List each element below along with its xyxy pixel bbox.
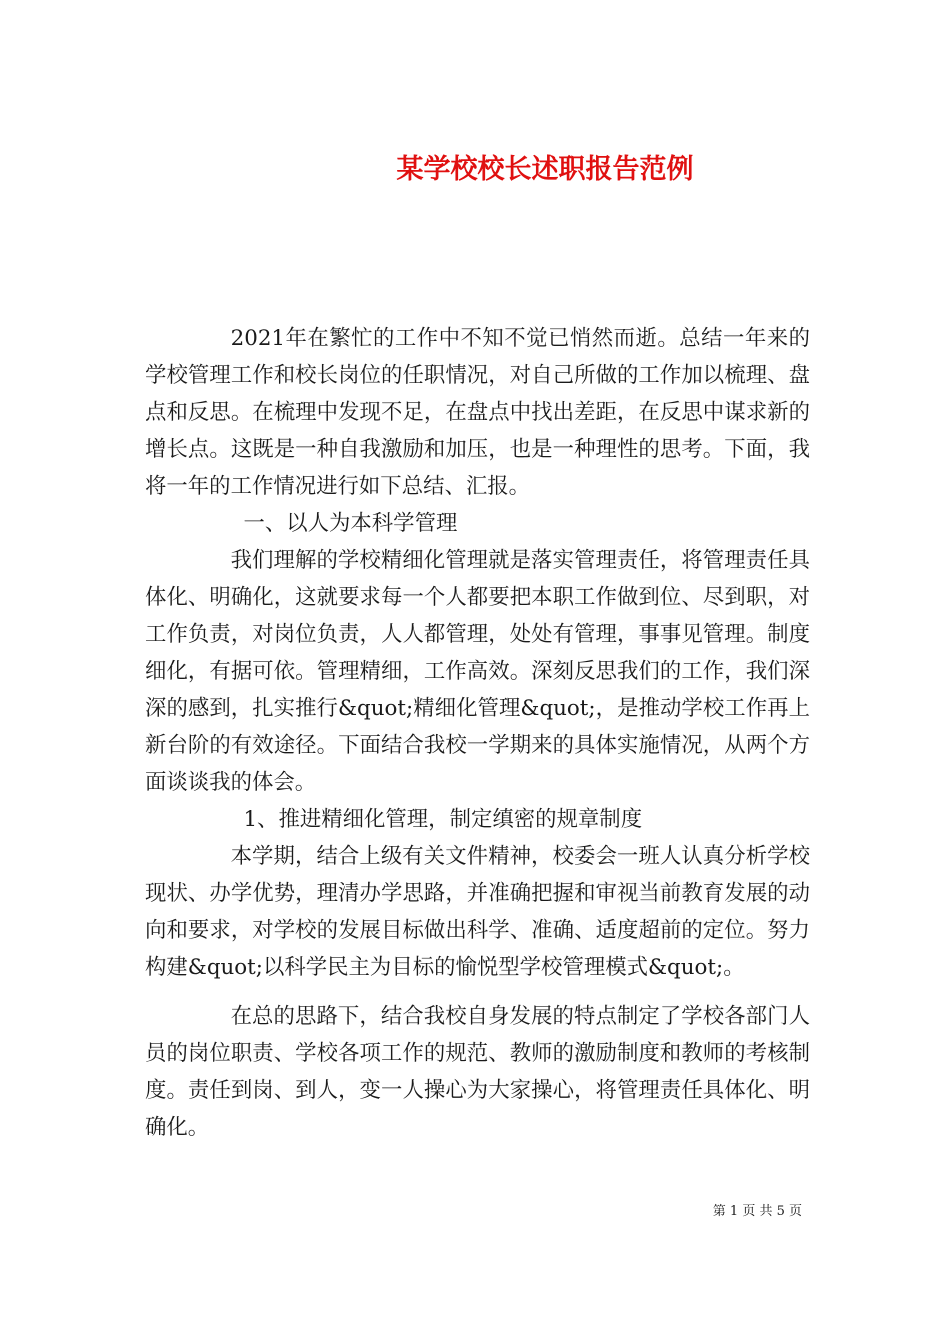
paragraph-spacer	[145, 986, 810, 998]
paragraph-intro: 2021年在繁忙的工作中不知不觉已悄然而逝。总结一年来的学校管理工作和校长岗位的任职情况，对自己所做的工作加以梳理、盘点和反思。在梳理中发现不足，在盘点中找出差距，在反思中谋求新的增长点。这既是一种自我激励和加压，也是一种理性的思考。下面，我将一年的工作情况进行如下总结、汇报。	[145, 326, 810, 499]
subsection-heading-1: 1、推进精细化管理，制定缜密的规章制度	[243, 807, 643, 832]
document-title: 某学校校长述职报告范例	[396, 154, 694, 186]
paragraph-subsection-1-continued: 在总的思路下，结合我校自身发展的特点制定了学校各部门人员的岗位职责、学校各项工作的规范、教师的激励制度和教师的考核制度。责任到岗、到人，变一人操心为大家操心，将管理责任具体化、明确化。	[145, 1004, 810, 1140]
section-heading-1: 一、以人为本科学管理	[243, 511, 458, 536]
page-number-footer: 第 1 页 共 5 页	[712, 1204, 802, 1219]
paragraph-subsection-1: 本学期，结合上级有关文件精神，校委会一班人认真分析学校现状、办学优势，理清办学思路，并准确把握和审视当前教育发展的动向和要求，对学校的发展目标做出科学、准确、适度超前的定位。努力构建&quot;以科学民主为目标的愉悦型学校管理模式&quot;。	[145, 844, 810, 980]
document-body	[145, 320, 810, 1146]
paragraph-section-1: 我们理解的学校精细化管理就是落实管理责任，将管理责任具体化、明确化，这就要求每一个人都要把本职工作做到位、尽到职，对工作负责，对岗位负责，人人都管理，处处有管理，事事见管理。制度细化，有据可依。管理精细，工作高效。深刻反思我们的工作，我们深深的感到，扎实推行&quot;精细化管理&quot;，是推动学校工作再上新台阶的有效途径。下面结合我校一学期来的具体实施情况，从两个方面谈谈我的体会。	[145, 548, 810, 795]
